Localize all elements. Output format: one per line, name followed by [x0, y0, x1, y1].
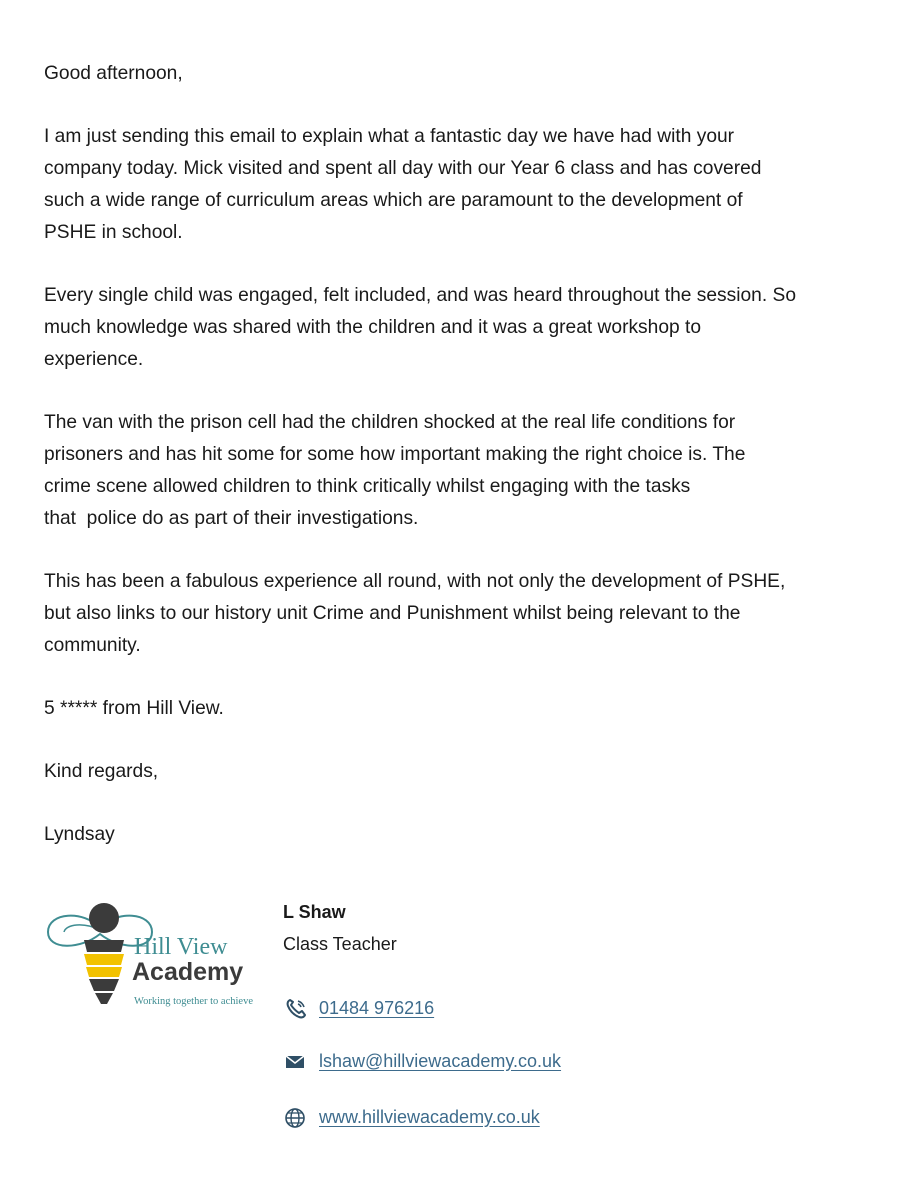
email-body — [44, 58, 894, 851]
greeting: Good afternoon, — [44, 63, 183, 84]
phone-row — [283, 994, 434, 1022]
email-link[interactable]: lshaw@hillviewacademy.co.uk — [319, 1050, 562, 1071]
email-signature — [0, 890, 911, 1190]
closing: Kind regards, — [44, 761, 159, 782]
signature-name: L Shaw — [283, 902, 346, 922]
sender-first-name: Lyndsay — [44, 824, 115, 845]
website-link[interactable]: www.hillviewacademy.co.uk — [319, 1106, 540, 1127]
paragraph-4: This has been a fabulous experience all round, with not only the development of PSHE, but also links to our history unit Crime and Punishment whilst being relevant to the community. — [44, 571, 786, 656]
paragraph-3: The van with the prison cell had the children shocked at the real life conditions for prisoners and has hit some for some how important making the right choice is. The crime scene allowed children to think critically whilst engaging with the tasks that police do as part of their investigations. — [44, 412, 746, 529]
logo-text-line2: Academy — [132, 958, 244, 986]
mail-icon — [283, 1048, 309, 1074]
globe-icon — [283, 1104, 309, 1130]
phone-link[interactable]: 01484 976216 — [319, 997, 435, 1018]
paragraph-2: Every single child was engaged, felt included, and was heard throughout the session. So much knowledge was shared with the children and it was a great workshop to experience. — [44, 285, 796, 370]
email-row — [283, 1047, 561, 1075]
signature-role: Class Teacher — [283, 934, 397, 954]
rating-line: 5 ***** from Hill View. — [44, 698, 224, 719]
logo-text-line1: Hill View — [134, 934, 228, 960]
phone-icon — [283, 995, 309, 1021]
hill-view-academy-logo — [44, 896, 258, 1014]
paragraph-1: I am just sending this email to explain what a fantastic day we have had with your company today. Mick visited and spent all day with our Year 6 class and has covered such a wide range of curriculum areas which are paramount to the development of PSHE in school. — [44, 126, 762, 243]
website-row — [283, 1103, 540, 1131]
logo-tagline: Working together to achieve — [134, 996, 253, 1007]
